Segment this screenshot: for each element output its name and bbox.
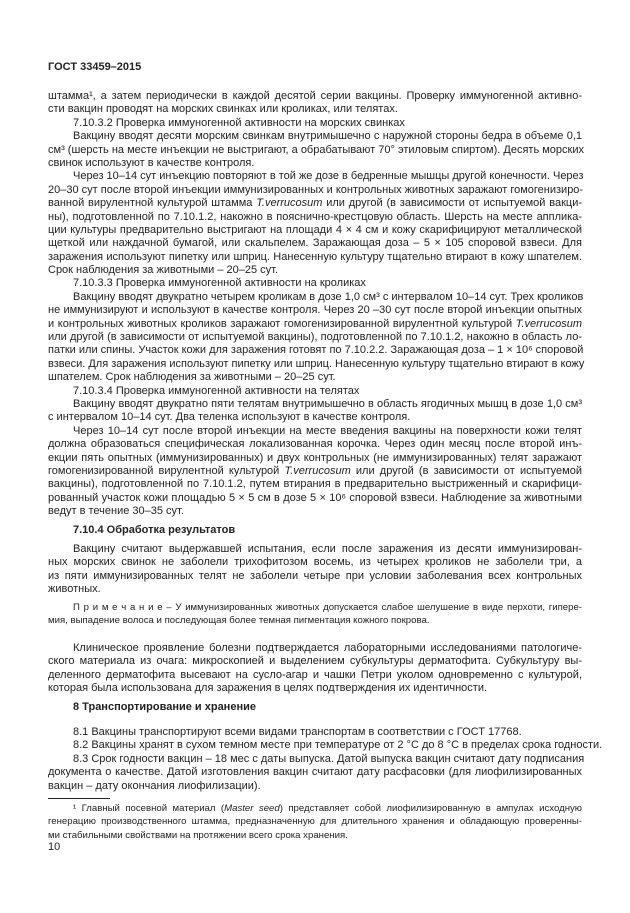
text-line: шпателем. Срок наблюдения за животными – 20–25 сут. [48,371,336,384]
clinical-paragraph [48,642,582,696]
text-line: екции пять опытных (иммунизированных) и двух контрольных (не иммунизированных) телят заражают [48,451,582,464]
text-line: деленного дерматофита высевают на сусло-агар и чашки Петри уколом одновременно с культурой, [48,668,582,681]
paragraph [48,385,582,398]
text-line: вакцины), подготовленной по 7.10.1.2, путем втирания в предварительно выстриженный и скарифици- [48,478,582,491]
text-line: сти вакцин проводят на морских свинках или кроликах, или телятах. [48,103,398,116]
text-line: ми стабильными свойствами на протяжении всего срока хранения. [48,829,348,841]
text-line: патки или спины. Участок кожи для заражения готовят по 7.10.2.2. Заражающая доза – 1 × 10⁶ споровой [48,344,584,357]
text-line: взвеси. Для заражения используют пипетку или шприц. Нанесенную культуру тщательно втирают в кожу [48,357,585,370]
text-line: 7.10.3.4 Проверка иммуногенной активности на телятах [73,384,360,397]
text-line: Вакцину вводят двукратно пяти телятам внутримышечно в область ягодичных мышц в дозе 1,0 см³ [73,397,582,410]
paragraph [48,277,582,290]
paragraph [48,726,582,739]
text-line: ных морских свинок не заболели трихофитозом восемь, из четырех кроликов не заболели три, а [48,556,582,569]
text-line: штамма¹, а затем периодически в каждой десятой серии вакцины. Проверку иммуногенной активно- [48,90,582,102]
footnote [48,802,582,842]
text-line: не иммунизируют и используют в качестве контроля. Через 20 –30 сут после второй инъекции опытных [48,304,582,317]
text-line: ведут в течение 30–35 сут. [48,505,184,518]
text-line: Вакцину вводят десяти морским свинкам внутримышечно с наружной стороны бедра в объеме 0,1 [73,130,582,143]
paragraph [48,752,585,793]
text-line: 7.10.4 Обработка результатов [73,524,236,536]
text-line: должна образоваться специфическая локализованная корочка. Через один месяц после второй инъ- [48,438,582,451]
text-line: 20–30 сут после второй инъекции иммунизированных и контрольных животных заражают гомогенизиро- [48,183,584,196]
text-line: мия, выпадение волоса и последующая более темная пигментация кожного покрова. [48,615,430,627]
section-heading-8 [48,701,582,714]
text-line: ¹ Главный посевной материал (Master seed) представляет собой лиофилизированную в ампулах исходную [73,803,582,814]
text-line: из пяти иммунизированных телят не заболели четыре при условии заболевания всех контрольных [48,569,582,582]
paragraph [48,117,582,130]
text-line: 8 Транспортирование и хранение [73,701,256,713]
paragraph [48,398,582,425]
text-line: 8.1 Вакцины транспортируют всеми видами транспортам в соответствии с ГОСТ 17768. [73,726,522,738]
text-line: заражения используют пипетку или шприц. Нанесенную культуру тщательно втирают в кожу шпателем. [48,250,582,263]
text-line: ны), подготовленной по 7.10.1.2, накожно в пояснично-крестцовую область. Шерсть на месте апплика- [48,210,582,223]
page-number: 10 [48,841,61,853]
note-paragraph [48,601,582,628]
text-line: ванной вирулентной культурой штамма T.verrucosum или другой (в зависимости от испытуемой вакци- [48,197,583,210]
text-line: П р и м е ч а н и е – У иммунизированных животных допускается слабое шелушение в виде перхоти, гипере- [73,602,582,613]
section-heading-7-10-4 [48,524,582,537]
paragraph [48,290,585,385]
results-paragraph [48,543,582,597]
document-header: ГОСТ 33459–2015 [48,61,142,73]
paragraph [48,130,585,170]
footnote-divider [48,798,110,799]
paragraph [48,90,582,117]
text-line: свинок используют в качестве контроля. [48,156,255,169]
text-line: генерацию производственного штамма, предназначенную для длительного хранения и обладающую проверенны- [48,816,582,828]
storage-paragraphs [48,726,603,793]
text-line: Вакцину считают выдержавшей испытания, если после заражения из десяти иммунизирован- [73,543,582,555]
text-line: 8.2 Вакцины хранят в сухом темном месте при температуре от 2 °С до 8 °С в пределах срока годности. [73,739,603,752]
paragraph [48,739,603,752]
text-line: которая была использована для заражения в целях подтверждения их идентичности. [48,682,488,695]
text-line: или другой (в зависимости от испытуемой вакцины), подготовленной по 7.10.1.2, накожно в область ло- [48,331,582,344]
text-line: Клиническое проявление болезни подтверждается лабораторными исследованиями патологиче- [73,642,582,654]
paragraph [48,170,582,277]
paragraph [48,802,582,842]
paragraph [48,601,582,628]
heading [48,524,582,537]
main-body-text [48,90,585,519]
text-line: Срок наблюдения за животными – 20–25 сут. [48,264,279,277]
text-line: щеткой или наждачной бумагой, или скальпелем. Заражающая доза – 5 × 105 споровой взвеси. Для [48,237,582,250]
text-line: ции культуры предварительно выстригают на площади 4 × 4 см и кожу скарифицируют металлической [48,223,582,236]
text-line: и контрольных животных кроликов заражают гомогенизированной вирулентной культурой T.verrucosum [48,317,582,330]
text-line: Вакцину вводят двукратно четырем кроликам в дозе 1,0 см³ с интервалом 10–14 сут. Трех кроликов [73,290,584,303]
text-line: Через 10–14 сут инъекцию повторяют в той же дозе в бедренные мышцы другой конечности. Через [73,170,584,183]
heading [48,701,582,714]
text-line: животных. [48,583,101,596]
text-line: документа о качестве. Датой изготовления вакцин считают дату расфасовки (для лиофилизированных [48,766,582,779]
text-line: 7.10.3.3 Проверка иммуногенной активности на кроликах [73,277,366,290]
text-line: Через 10–14 сут после второй инъекции на месте введения вакцины на поверхности кожи телят [73,424,582,437]
paragraph [48,543,582,597]
text-line: 8.3 Срок годности вакцин – 18 мес с даты выпуска. Датой выпуска вакцин считают дату подписания [73,752,585,765]
text-line: с интервалом 10–14 сут. Два теленка используют в качестве контроля. [48,411,411,424]
paragraph [48,425,582,519]
text-line: см³ (шерсть на месте инъекции не выстригают, а обрабатывают 70° этиловым спиртом). Десять морских [48,143,585,156]
text-line: 7.10.3.2 Проверка иммуногенной активности на морских свинках [73,116,405,129]
text-line: рованный участок кожи площадью 5 × 5 см в дозе 5 × 10⁶ споровой взвеси. Наблюдение за животными [48,491,582,504]
text-line: ского материала из очага: микроскопией и выделением субкультуры дерматофита. Субкультуру вы- [48,655,582,668]
text-line: вакцин – дату окончания лиофилизации). [48,779,261,792]
paragraph [48,642,582,696]
text-line: гомогенизированной вирулентной культурой T.verrucosum или другой (в зависимости от испытуемой [48,464,582,477]
